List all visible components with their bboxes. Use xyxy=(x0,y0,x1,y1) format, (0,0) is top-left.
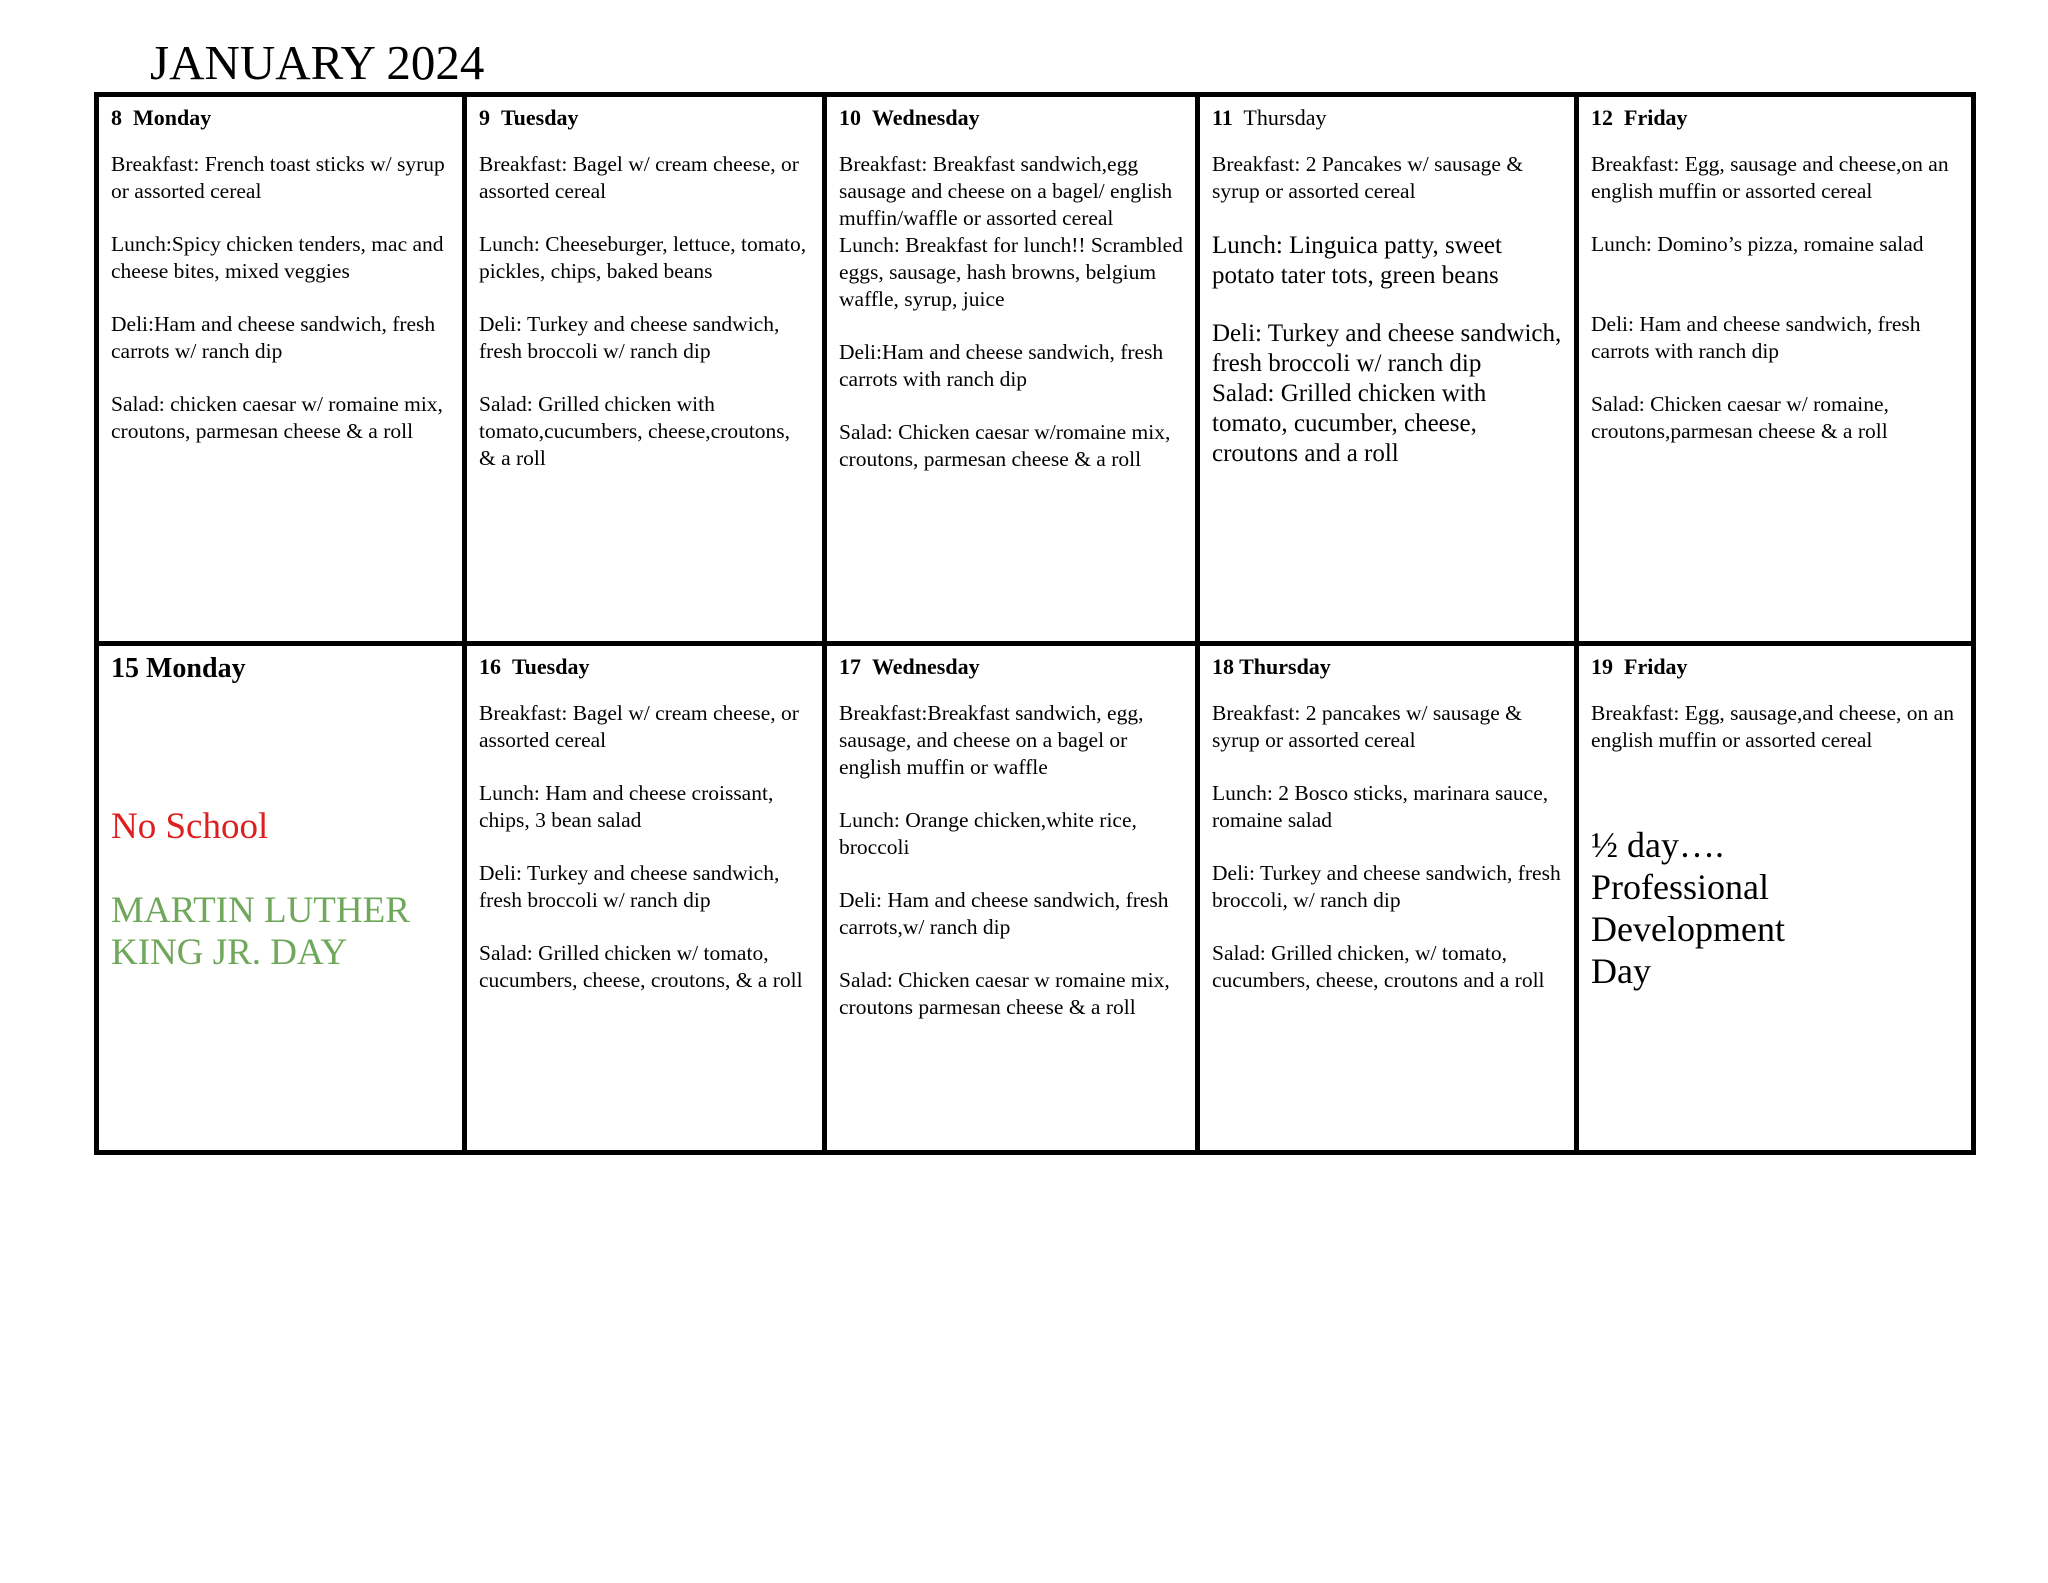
page-title: JANUARY 2024 xyxy=(150,35,485,90)
day-cell-jan-19 xyxy=(1579,646,1971,1150)
salad-item: Salad: Chicken caesar w romaine mix, croutons parmesan cheese & a roll xyxy=(839,968,1170,1019)
lunch-item: Lunch: Orange chicken,white rice, broccoli xyxy=(839,808,1137,859)
day-name: Thursday xyxy=(1243,105,1327,130)
no-school-notice: No School xyxy=(111,806,269,847)
day-name: Wednesday xyxy=(872,654,980,679)
half-day-line: Development xyxy=(1591,909,1785,949)
day-name: Monday xyxy=(133,105,212,130)
day-cell-jan-12 xyxy=(1579,97,1971,646)
day-heading xyxy=(1591,103,1961,133)
deli-item: Deli: Ham and cheese sandwich, fresh carrots with ranch dip xyxy=(1591,312,1921,363)
day-number: 9 xyxy=(479,105,490,130)
day-name: Wednesday xyxy=(872,105,980,130)
breakfast-item: Breakfast: Bagel w/ cream cheese, or assorted cereal xyxy=(479,152,799,203)
salad-item: Salad: Chicken caesar w/ romaine, croutons,parmesan cheese & a roll xyxy=(1591,392,1889,443)
breakfast-item: Breakfast: 2 Pancakes w/ sausage & syrup or assorted cereal xyxy=(1212,152,1524,203)
lunch-item: Lunch: Ham and cheese croissant, chips, 3 bean salad xyxy=(479,781,774,832)
deli-item: Deli:Ham and cheese sandwich, fresh carrots with ranch dip xyxy=(839,340,1164,391)
day-heading xyxy=(839,652,1185,682)
lunch-item: Lunch: Domino’s pizza, romaine salad xyxy=(1591,232,1924,256)
day-number: 10 xyxy=(839,105,861,130)
day-number: 19 xyxy=(1591,654,1613,679)
day-heading xyxy=(1591,652,1961,682)
day-cell-jan-18 xyxy=(1200,646,1579,1150)
day-number: 17 xyxy=(839,654,861,679)
day-number: 16 xyxy=(479,654,501,679)
lunch-item: Lunch: Cheeseburger, lettuce, tomato, pickles, chips, baked beans xyxy=(479,232,807,283)
day-number: 11 xyxy=(1212,105,1233,130)
half-day-line: Day xyxy=(1591,951,1651,991)
day-cell-jan-10 xyxy=(827,97,1200,646)
day-cell-jan-9 xyxy=(467,97,827,646)
salad-item: Salad: Grilled chicken with tomato,cucumbers, cheese,croutons, & a roll xyxy=(479,392,791,470)
salad-item: Salad: Grilled chicken w/ tomato, cucumbers, cheese, croutons, & a roll xyxy=(479,941,803,992)
deli-item: Deli: Turkey and cheese sandwich, fresh broccoli, w/ ranch dip xyxy=(1212,861,1561,912)
salad-item: Salad: Grilled chicken with tomato, cucumber, cheese, croutons and a roll xyxy=(1212,380,1487,467)
half-day-line: Professional xyxy=(1591,867,1769,907)
day-heading xyxy=(111,103,452,133)
day-cell-jan-17 xyxy=(827,646,1200,1150)
day-cell-jan-11 xyxy=(1200,97,1579,646)
day-name: Tuesday xyxy=(512,654,590,679)
breakfast-item: Breakfast: Breakfast sandwich,egg sausage and cheese on a bagel/ english muffin/waffle or assorted cereal xyxy=(839,152,1173,230)
half-day-notice xyxy=(1591,824,1961,992)
deli-item: Deli: Turkey and cheese sandwich, fresh broccoli w/ ranch dip xyxy=(479,312,780,363)
holiday-line: MARTIN LUTHER xyxy=(111,890,410,931)
deli-item: Deli:Ham and cheese sandwich, fresh carrots w/ ranch dip xyxy=(111,312,436,363)
day-name: Friday xyxy=(1624,654,1688,679)
day-heading xyxy=(479,652,812,682)
day-cell-jan-8 xyxy=(99,97,467,646)
day-name: Friday xyxy=(1624,105,1688,130)
lunch-item: Lunch: Linguica patty, sweet potato tater tots, green beans xyxy=(1212,232,1502,289)
breakfast-item: Breakfast: Egg, sausage,and cheese, on an english muffin or assorted cereal xyxy=(1591,701,1954,752)
lunch-item: Lunch: 2 Bosco sticks, marinara sauce, romaine salad xyxy=(1212,781,1549,832)
day-number: 12 xyxy=(1591,105,1613,130)
breakfast-item: Breakfast: 2 pancakes w/ sausage & syrup or assorted cereal xyxy=(1212,701,1522,752)
half-day-line: ½ day…. xyxy=(1591,825,1724,865)
day-heading xyxy=(839,103,1185,133)
salad-item: Salad: chicken caesar w/ romaine mix, croutons, parmesan cheese & a roll xyxy=(111,392,443,443)
lunch-item: Lunch:Spicy chicken tenders, mac and cheese bites, mixed veggies xyxy=(111,232,444,283)
breakfast-item: Breakfast:Breakfast sandwich, egg, sausage, and cheese on a bagel or english muffin or waffle xyxy=(839,701,1144,779)
day-number: 8 xyxy=(111,105,122,130)
holiday-name xyxy=(111,890,452,974)
day-heading xyxy=(1212,103,1564,133)
day-name: Tuesday xyxy=(501,105,579,130)
breakfast-item: Breakfast: Egg, sausage and cheese,on an english muffin or assorted cereal xyxy=(1591,152,1949,203)
day-heading: 18 Thursday xyxy=(1212,654,1331,679)
deli-item: Deli: Turkey and cheese sandwich, fresh broccoli w/ ranch dip xyxy=(1212,320,1562,377)
day-heading xyxy=(479,103,812,133)
holiday-line: KING JR. DAY xyxy=(111,932,348,973)
menu-calendar-grid xyxy=(94,92,1976,1155)
day-heading: 15 Monday xyxy=(111,653,246,684)
salad-item: Salad: Grilled chicken, w/ tomato, cucumbers, cheese, croutons and a roll xyxy=(1212,941,1545,992)
breakfast-item: Breakfast: Bagel w/ cream cheese, or assorted cereal xyxy=(479,701,799,752)
breakfast-item: Breakfast: French toast sticks w/ syrup or assorted cereal xyxy=(111,152,445,203)
lunch-item: Lunch: Breakfast for lunch!! Scrambled eggs, sausage, hash browns, belgium waffle, syrup, juice xyxy=(839,233,1183,311)
day-cell-jan-15 xyxy=(99,646,467,1150)
day-cell-jan-16 xyxy=(467,646,827,1150)
salad-item: Salad: Chicken caesar w/romaine mix, croutons, parmesan cheese & a roll xyxy=(839,420,1171,471)
deli-item: Deli: Turkey and cheese sandwich, fresh broccoli w/ ranch dip xyxy=(479,861,780,912)
deli-item: Deli: Ham and cheese sandwich, fresh carrots,w/ ranch dip xyxy=(839,888,1169,939)
